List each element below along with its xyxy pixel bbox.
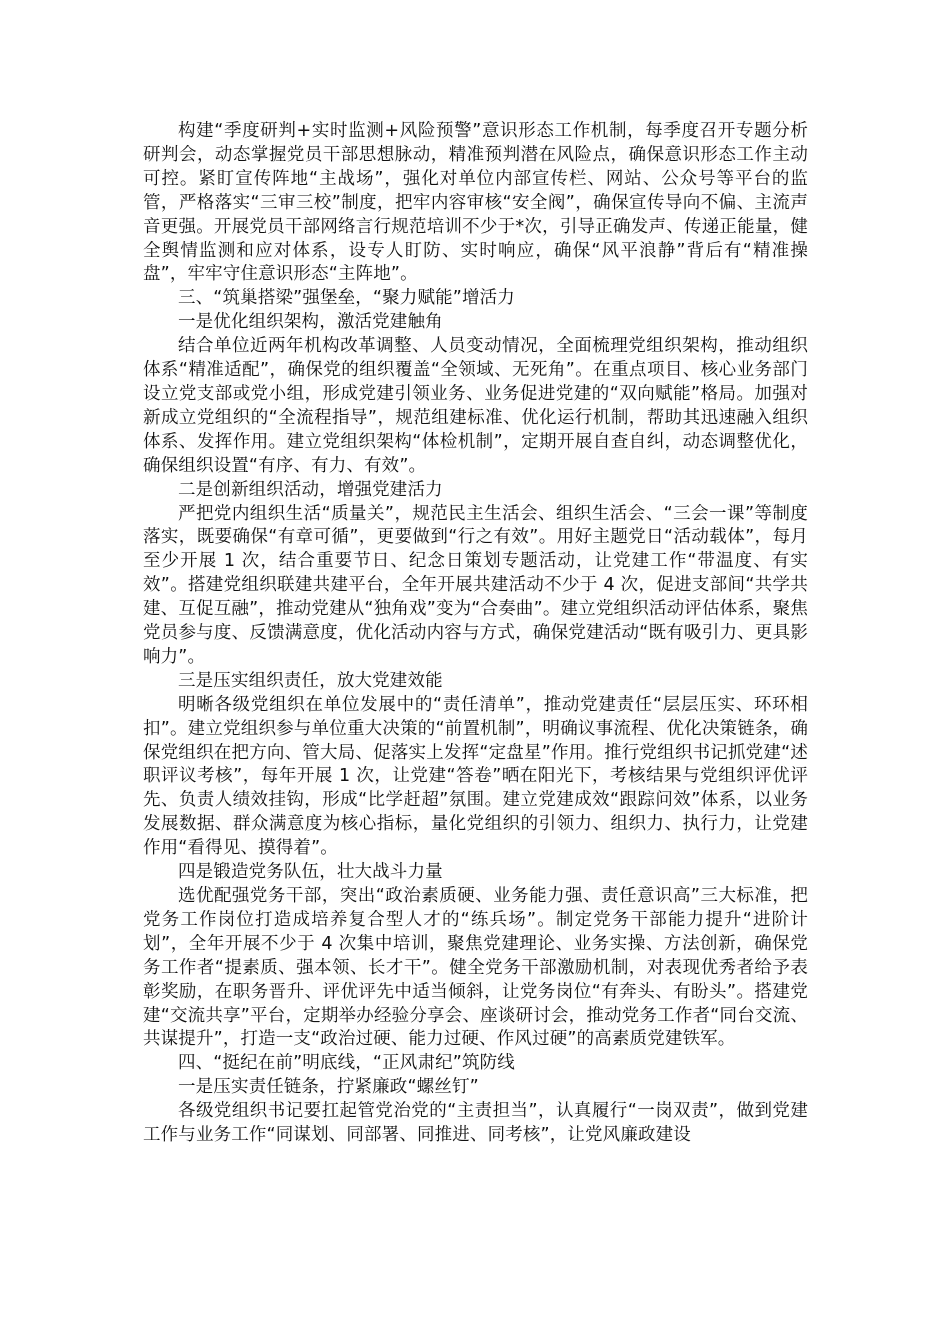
- subheading-responsibility: 三是压实组织责任，放大党建效能: [178, 670, 443, 691]
- paragraph-optimize-structure: 结合单位近两年机构改革调整、人员变动情况，全面梳理党组织架构，推动组织体系“精准适配”，确保党的组织覆盖“全领域、无死角”。在重点项目、核心业务部门设立党支部或党小组，形成党建引领业务、业务促进党建的“双向赋能”格局。加强对新成立党组织的“全流程指导”，规范组建标准、优化运行机制，帮助其迅速融入组织体系、发挥作用。建立党组织架构“体检机制”，定期开展自查自纠，动态调整优化，确保组织设置“有序、有力、有效”。: [143, 336, 808, 476]
- paragraph-ideology-mechanism: 构建“季度研判+实时监测+风险预警”意识形态工作机制，每季度召开专题分析研判会，动态掌握党员干部思想脉动，精准预判潜在风险点，确保意识形态工作主动可控。紧盯宣传阵地“主战场”，强化对单位内部宣传栏、网站、公众号等平台的监管，严格落实“三审三校”制度，把牢内容审核“安全阀”，确保宣传导向不偏、主流声音更强。开展党员干部网络言行规范培训不少于*次，引导正确发声、传递正能量，健全舆情监测和应对体系，设专人盯防、实时响应，确保“风平浪静”背后有“精准操盘”，牢牢守住意识形态“主阵地”。: [143, 121, 808, 285]
- subheading-optimize-structure: 一是优化组织架构，激活党建触角: [178, 312, 443, 333]
- subheading-innovate-activities: 二是创新组织活动，增强党建活力: [178, 479, 443, 500]
- section-heading-four: 四、“挺纪在前”明底线，“正风肃纪”筑防线: [178, 1053, 515, 1074]
- paragraph-responsibility-chain: 各级党组织书记要扛起管党治党的“主责担当”，认真履行“一岗双责”，做到党建工作与业务工作“同谋划、同部署、同推进、同考核”，让党风廉政建设: [143, 1101, 808, 1146]
- subheading-party-team: 四是锻造党务队伍，壮大战斗力量: [178, 862, 443, 883]
- paragraph-innovate-activities: 严把党内组织生活“质量关”，规范民主生活会、组织生活会、“三会一课”等制度落实，既要确保“有章可循”，更要做到“行之有效”。用好主题党日“活动载体”，每月至少开展 1 次，结合重要节日、纪念日策划专题活动，让党建工作“带温度、有实效”。搭建党组织联建共建平台，全年开展共建活动不少于 4 次，促进支部间“共学共建、互促互融”，推动党建从“独角戏”变为“合奏曲”。建立党组织活动评估体系，聚焦党员参与度、反馈满意度，优化活动内容与方式，确保党建活动“既有吸引力、更具影响力”。: [143, 503, 808, 667]
- paragraph-party-team: 选优配强党务干部，突出“政治素质硬、业务能力强、责任意识高”三大标准，把党务工作岗位打造成培养复合型人才的“练兵场”。制定党务干部能力提升“进阶计划”，全年开展不少于 4 次集中培训，聚焦党建理论、业务实操、方法创新，确保党务工作者“提素质、强本领、长才干”。健全党务干部激励机制，对表现优秀者给予表彰奖励，在职务晋升、评优评先中适当倾斜，让党务岗位“有奔头、有盼头”。搭建党建“交流共享”平台，定期举办经验分享会、座谈研讨会，推动党务工作者“同台交流、共谋提升”，打造一支“政治过硬、能力过硬、作风过硬”的高素质党建铁军。: [143, 886, 808, 1050]
- document-page: [143, 120, 808, 1148]
- section-heading-three: 三、“筑巢搭梁”强堡垒，“聚力赋能”增活力: [178, 288, 515, 309]
- subheading-responsibility-chain: 一是压实责任链条，拧紧廉政“螺丝钉”: [178, 1077, 479, 1098]
- paragraph-responsibility: 明晰各级党组织在单位发展中的“责任清单”，推动党建责任“层层压实、环环相扣”。建立党组织参与单位重大决策的“前置机制”，明确议事流程、优化决策链条，确保党组织在把方向、管大局、促落实上发挥“定盘星”作用。推行党组织书记抓党建“述职评议考核”，每年开展 1 次，让党建“答卷”晒在阳光下，考核结果与党组织评优评先、负责人绩效挂钩，形成“比学赶超”氛围。建立党建成效“跟踪问效”体系，以业务发展数据、群众满意度为核心指标，量化党组织的引领力、组织力、执行力，让党建作用“看得见、摸得着”。: [143, 694, 808, 859]
